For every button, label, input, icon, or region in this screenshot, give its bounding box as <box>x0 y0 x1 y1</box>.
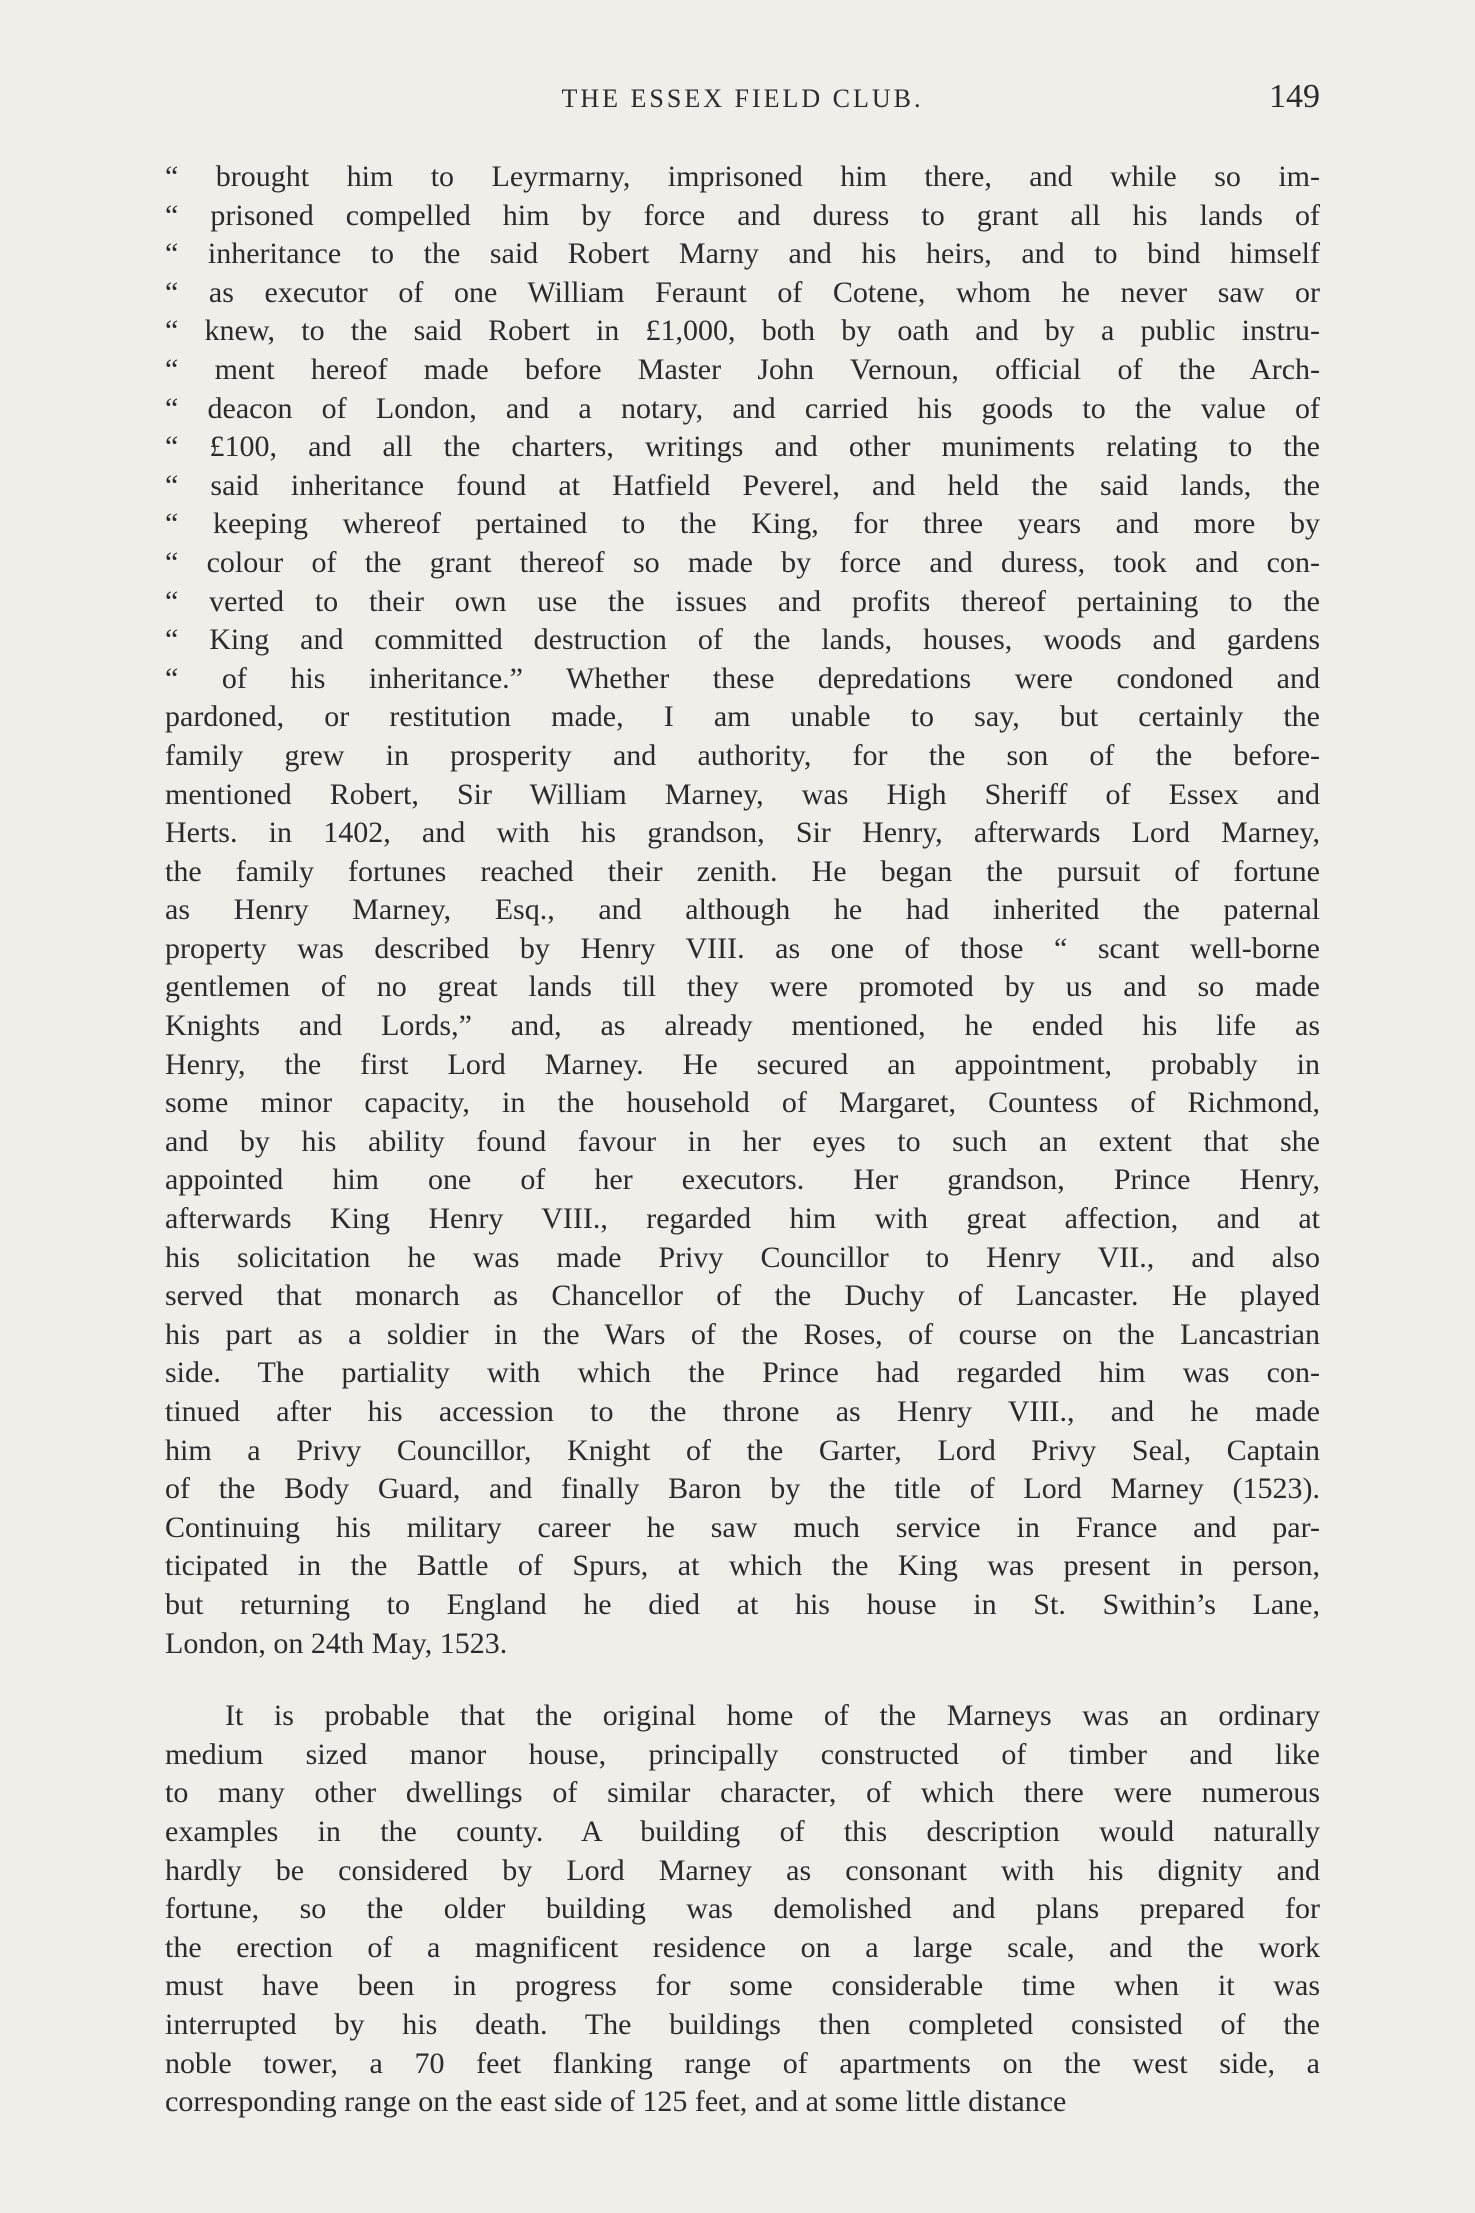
text-line: but returning to England he died at his house in St. Swithin’s Lane, <box>165 1587 1320 1621</box>
text-line: tinued after his accession to the throne as Henry VIII., and he made <box>165 1395 1320 1428</box>
text-line: gentlemen of no great lands till they were promoted by us and so made <box>165 970 1320 1004</box>
text-line: must have been in progress for some considerable time when it was <box>165 1969 1320 2003</box>
text-line: It is probable that the original home of the Marneys was an ordinary <box>225 1699 1320 1733</box>
text-line: some minor capacity, in the household of Margaret, Countess of Richmond, <box>165 1086 1320 1120</box>
text-line: examples in the county. A building of this description would naturally <box>165 1814 1320 1848</box>
text-line: corresponding range on the east side of 125 feet, and at some little distance <box>165 2085 1067 2119</box>
text-line: the family fortunes reached their zenith. He began the pursuit of fortune <box>165 854 1320 888</box>
text-line: served that monarch as Chancellor of the Duchy of Lancaster. He played <box>165 1279 1320 1313</box>
text-line: “ verted to their own use the issues and profits thereof pertaining to the <box>165 584 1320 618</box>
text-line: “ said inheritance found at Hatfield Peverel, and held the said lands, the <box>165 468 1320 502</box>
paragraph-gap <box>165 1663 1320 1697</box>
text-line: his part as a soldier in the Wars of the Roses, of course on the Lancastrian <box>165 1317 1320 1351</box>
text-line: family grew in prosperity and authority, for the son of the before- <box>165 738 1320 772</box>
text-line: as Henry Marney, Esq., and although he had inherited the paternal <box>165 893 1320 927</box>
text-line: mentioned Robert, Sir William Marney, was High Sheriff of Essex and <box>165 777 1320 811</box>
text-line: medium sized manor house, principally constructed of timber and like <box>165 1737 1320 1771</box>
text-line: “ as executor of one William Feraunt of Cotene, whom he never saw or <box>165 275 1320 309</box>
text-line: “ colour of the grant thereof so made by force and duress, took and con- <box>165 545 1320 579</box>
text-line: pardoned, or restitution made, I am unable to say, but certainly the <box>165 700 1320 734</box>
page-header <box>165 78 1320 128</box>
text-line: him a Privy Councillor, Knight of the Garter, Lord Privy Seal, Captain <box>165 1433 1320 1467</box>
paragraph <box>165 1697 1320 2122</box>
running-title: THE ESSEX FIELD CLUB. <box>561 84 924 113</box>
page-number: 149 <box>1269 78 1320 115</box>
paragraph <box>165 158 1320 1663</box>
text-line: to many other dwellings of similar character, of which there were numerous <box>165 1776 1320 1810</box>
text-line: property was described by Henry VIII. as one of those “ scant well-borne <box>165 931 1320 965</box>
text-line: the erection of a magnificent residence on a large scale, and the work <box>165 1930 1320 1964</box>
text-line: “ brought him to Leyrmarny, imprisoned him there, and while so im- <box>165 160 1320 193</box>
text-line: “ £100, and all the charters, writings and other muniments relating to the <box>165 430 1320 464</box>
text-line: noble tower, a 70 feet flanking range of apartments on the west side, a <box>165 2046 1320 2080</box>
text-line: Henry, the first Lord Marney. He secured an appointment, probably in <box>165 1047 1320 1081</box>
text-line: Herts. in 1402, and with his grandson, Sir Henry, afterwards Lord Marney, <box>165 816 1320 850</box>
text-line: and by his ability found favour in her eyes to such an extent that she <box>165 1124 1320 1158</box>
text-line: “ deacon of London, and a notary, and carried his goods to the value of <box>165 391 1320 425</box>
text-line: “ of his inheritance.” Whether these depredations were condoned and <box>165 661 1320 695</box>
text-line: of the Body Guard, and finally Baron by the title of Lord Marney (1523). <box>165 1472 1320 1506</box>
text-line: Continuing his military career he saw much service in France and par- <box>165 1510 1320 1544</box>
text-line: side. The partiality with which the Prince had regarded him was con- <box>165 1356 1320 1390</box>
text-line: fortune, so the older building was demolished and plans prepared for <box>165 1892 1320 1926</box>
text-line: “ prisoned compelled him by force and duress to grant all his lands of <box>165 198 1320 232</box>
text-line: “ keeping whereof pertained to the King, for three years and more by <box>165 507 1320 541</box>
page-body <box>165 158 1320 2122</box>
text-line: “ ment hereof made before Master John Vernoun, official of the Arch- <box>165 352 1320 386</box>
text-line: “ inheritance to the said Robert Marny and his heirs, and to bind himself <box>165 237 1320 271</box>
text-line: afterwards King Henry VIII., regarded him with great affection, and at <box>165 1202 1320 1236</box>
text-line: hardly be considered by Lord Marney as consonant with his dignity and <box>165 1853 1320 1887</box>
text-line: appointed him one of her executors. Her grandson, Prince Henry, <box>165 1163 1320 1197</box>
text-line: London, on 24th May, 1523. <box>165 1626 508 1660</box>
text-line: his solicitation he was made Privy Councillor to Henry VII., and also <box>165 1240 1320 1274</box>
text-line: “ King and committed destruction of the lands, houses, woods and gardens <box>165 623 1320 657</box>
text-line: Knights and Lords,” and, as already mentioned, he ended his life as <box>165 1009 1320 1043</box>
text-line: interrupted by his death. The buildings then completed consisted of the <box>165 2007 1320 2041</box>
text-line: “ knew, to the said Robert in £1,000, both by oath and by a public instru- <box>165 314 1320 348</box>
text-line: ticipated in the Battle of Spurs, at which the King was present in person, <box>165 1549 1320 1583</box>
